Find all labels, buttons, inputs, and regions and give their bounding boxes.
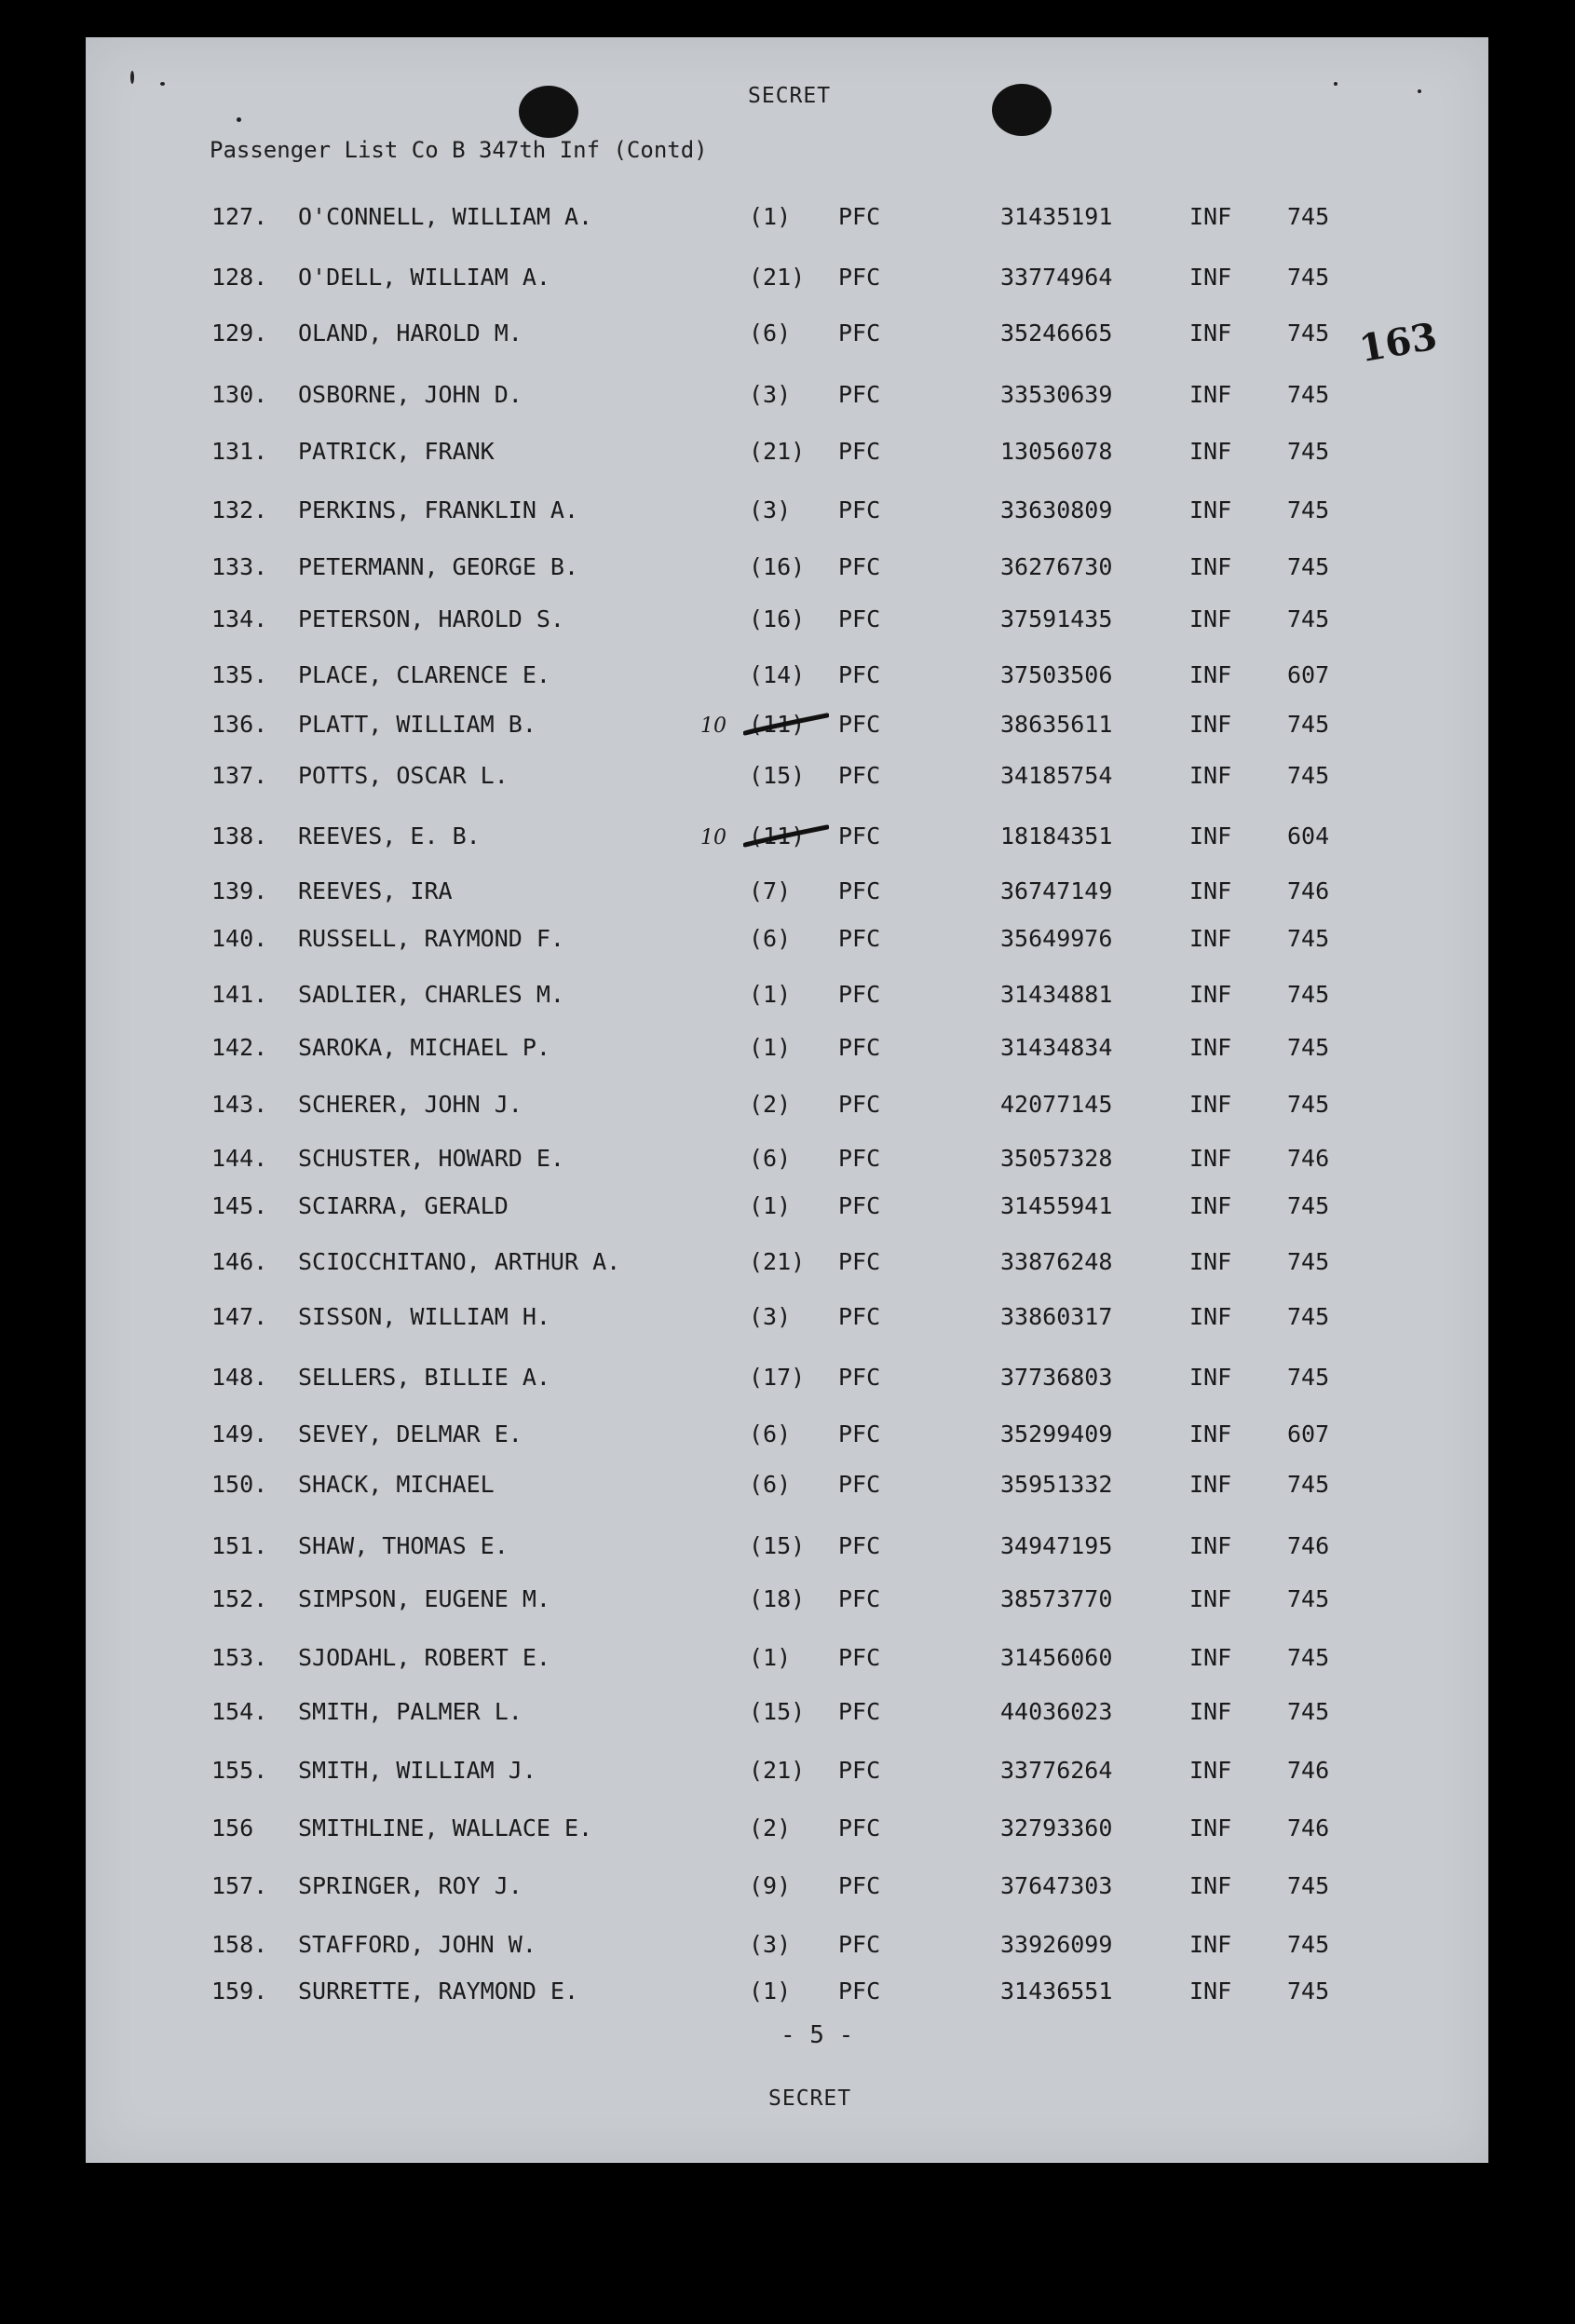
row-branch: INF	[1189, 203, 1232, 230]
row-branch: INF	[1189, 438, 1232, 465]
row-branch: INF	[1189, 1471, 1232, 1498]
row-serial: 36276730	[1000, 553, 1113, 580]
table-row	[86, 1872, 1488, 1904]
row-hand: 10	[700, 714, 726, 738]
row-branch: INF	[1189, 1977, 1232, 2005]
row-code: (6)	[749, 319, 792, 347]
header-classification: SECRET	[748, 84, 832, 108]
table-row	[86, 711, 1488, 742]
row-name: SHACK, MICHAEL	[298, 1471, 495, 1498]
row-rank: PFC	[838, 1420, 881, 1447]
row-code: (16)	[749, 605, 806, 632]
table-row	[86, 1303, 1488, 1335]
row-serial: 37591435	[1000, 605, 1113, 632]
row-name: OSBORNE, JOHN D.	[298, 381, 523, 408]
row-serial: 31434881	[1000, 981, 1113, 1008]
row-unit: 745	[1287, 319, 1330, 347]
row-rank: PFC	[838, 438, 881, 465]
row-branch: INF	[1189, 1814, 1232, 1842]
ink-speck	[237, 117, 241, 122]
row-rank: PFC	[838, 711, 881, 738]
row-serial: 31455941	[1000, 1192, 1113, 1219]
row-rank: PFC	[838, 1698, 881, 1725]
row-rank: PFC	[838, 319, 881, 347]
row-branch: INF	[1189, 1091, 1232, 1118]
row-rank: PFC	[838, 1814, 881, 1842]
row-number: 140.	[211, 925, 268, 952]
row-unit: 607	[1287, 661, 1330, 688]
row-name: SURRETTE, RAYMOND E.	[298, 1977, 579, 2005]
table-row	[86, 381, 1488, 413]
row-code: (11)	[749, 711, 806, 738]
row-rank: PFC	[838, 203, 881, 230]
row-code: (3)	[749, 1303, 792, 1330]
row-number: 134.	[211, 605, 268, 632]
stamped-page-number: 163	[1356, 314, 1441, 372]
row-name: PETERMANN, GEORGE B.	[298, 553, 579, 580]
row-serial: 35299409	[1000, 1420, 1113, 1447]
row-serial: 38635611	[1000, 711, 1113, 738]
row-rank: PFC	[838, 553, 881, 580]
row-branch: INF	[1189, 1420, 1232, 1447]
table-row	[86, 1644, 1488, 1676]
row-serial: 35057328	[1000, 1145, 1113, 1172]
row-rank: PFC	[838, 1034, 881, 1061]
row-number: 148.	[211, 1364, 268, 1391]
row-rank: PFC	[838, 1757, 881, 1784]
row-number: 158.	[211, 1931, 268, 1958]
row-number: 151.	[211, 1532, 268, 1559]
row-unit: 745	[1287, 605, 1330, 632]
row-rank: PFC	[838, 1303, 881, 1330]
row-code: (21)	[749, 1248, 806, 1275]
row-serial: 13056078	[1000, 438, 1113, 465]
row-rank: PFC	[838, 1248, 881, 1275]
row-code: (6)	[749, 1145, 792, 1172]
row-name: SMITH, PALMER L.	[298, 1698, 523, 1725]
row-number: 143.	[211, 1091, 268, 1118]
row-number: 145.	[211, 1192, 268, 1219]
row-branch: INF	[1189, 496, 1232, 523]
row-serial: 34947195	[1000, 1532, 1113, 1559]
row-unit: 745	[1287, 1471, 1330, 1498]
row-serial: 42077145	[1000, 1091, 1113, 1118]
row-code: (6)	[749, 1420, 792, 1447]
row-number: 150.	[211, 1471, 268, 1498]
row-unit: 745	[1287, 1091, 1330, 1118]
row-rank: PFC	[838, 661, 881, 688]
row-unit: 745	[1287, 1034, 1330, 1061]
table-row	[86, 1248, 1488, 1280]
row-branch: INF	[1189, 1698, 1232, 1725]
punch-hole-right	[992, 84, 1052, 136]
row-name: PERKINS, FRANKLIN A.	[298, 496, 579, 523]
row-name: SADLIER, CHARLES M.	[298, 981, 564, 1008]
row-branch: INF	[1189, 661, 1232, 688]
row-rank: PFC	[838, 1192, 881, 1219]
row-rank: PFC	[838, 1091, 881, 1118]
row-serial: 33774964	[1000, 264, 1113, 291]
row-branch: INF	[1189, 822, 1232, 849]
row-name: SISSON, WILLIAM H.	[298, 1303, 550, 1330]
row-unit: 745	[1287, 438, 1330, 465]
row-serial: 31436551	[1000, 1977, 1113, 2005]
row-code: (1)	[749, 1977, 792, 2005]
row-unit: 745	[1287, 1364, 1330, 1391]
table-row	[86, 1532, 1488, 1564]
row-name: SELLERS, BILLIE A.	[298, 1364, 550, 1391]
table-row	[86, 203, 1488, 235]
row-serial: 31435191	[1000, 203, 1113, 230]
row-number: 131.	[211, 438, 268, 465]
row-serial: 35649976	[1000, 925, 1113, 952]
row-code: (11)	[749, 822, 806, 849]
row-code: (21)	[749, 438, 806, 465]
row-branch: INF	[1189, 1931, 1232, 1958]
table-row	[86, 1364, 1488, 1395]
row-rank: PFC	[838, 1471, 881, 1498]
row-code: (21)	[749, 1757, 806, 1784]
ink-speck	[160, 82, 165, 86]
row-code: (1)	[749, 981, 792, 1008]
ink-speck	[1418, 89, 1421, 93]
table-row	[86, 1814, 1488, 1846]
row-branch: INF	[1189, 1532, 1232, 1559]
row-rank: PFC	[838, 822, 881, 849]
row-name: POTTS, OSCAR L.	[298, 762, 509, 789]
table-row	[86, 1145, 1488, 1176]
footer-classification: SECRET	[768, 2086, 852, 2111]
document-page	[86, 37, 1488, 2163]
punch-hole-left	[519, 86, 578, 138]
row-number: 144.	[211, 1145, 268, 1172]
row-rank: PFC	[838, 1532, 881, 1559]
row-number: 153.	[211, 1644, 268, 1671]
row-serial: 36747149	[1000, 877, 1113, 904]
row-number: 156	[211, 1814, 254, 1842]
row-number: 129.	[211, 319, 268, 347]
row-rank: PFC	[838, 1145, 881, 1172]
row-name: SJODAHL, ROBERT E.	[298, 1644, 550, 1671]
row-branch: INF	[1189, 925, 1232, 952]
row-branch: INF	[1189, 981, 1232, 1008]
row-unit: 745	[1287, 711, 1330, 738]
row-name: SHAW, THOMAS E.	[298, 1532, 509, 1559]
row-name: SCIOCCHITANO, ARTHUR A.	[298, 1248, 621, 1275]
row-unit: 746	[1287, 1814, 1330, 1842]
row-branch: INF	[1189, 264, 1232, 291]
row-branch: INF	[1189, 1303, 1232, 1330]
row-serial: 34185754	[1000, 762, 1113, 789]
row-unit: 745	[1287, 1192, 1330, 1219]
row-code: (15)	[749, 1532, 806, 1559]
row-branch: INF	[1189, 1872, 1232, 1899]
row-serial: 37736803	[1000, 1364, 1113, 1391]
table-row	[86, 605, 1488, 637]
row-serial: 33530639	[1000, 381, 1113, 408]
row-number: 142.	[211, 1034, 268, 1061]
row-serial: 35951332	[1000, 1471, 1113, 1498]
row-name: REEVES, IRA	[298, 877, 453, 904]
row-branch: INF	[1189, 1364, 1232, 1391]
row-code: (1)	[749, 1192, 792, 1219]
row-number: 139.	[211, 877, 268, 904]
table-row	[86, 1420, 1488, 1452]
row-unit: 604	[1287, 822, 1330, 849]
row-number: 155.	[211, 1757, 268, 1784]
row-unit: 745	[1287, 762, 1330, 789]
table-row	[86, 496, 1488, 528]
row-name: SPRINGER, ROY J.	[298, 1872, 523, 1899]
row-number: 127.	[211, 203, 268, 230]
row-branch: INF	[1189, 1644, 1232, 1671]
row-number: 138.	[211, 822, 268, 849]
table-row	[86, 553, 1488, 585]
row-number: 154.	[211, 1698, 268, 1725]
row-number: 146.	[211, 1248, 268, 1275]
row-unit: 745	[1287, 1303, 1330, 1330]
table-row	[86, 264, 1488, 295]
row-rank: PFC	[838, 877, 881, 904]
row-code: (21)	[749, 264, 806, 291]
row-number: 147.	[211, 1303, 268, 1330]
row-rank: PFC	[838, 1931, 881, 1958]
row-serial: 35246665	[1000, 319, 1113, 347]
row-code: (9)	[749, 1872, 792, 1899]
row-name: SMITH, WILLIAM J.	[298, 1757, 536, 1784]
row-code: (3)	[749, 1931, 792, 1958]
row-code: (2)	[749, 1814, 792, 1842]
row-branch: INF	[1189, 711, 1232, 738]
row-unit: 745	[1287, 381, 1330, 408]
row-branch: INF	[1189, 1145, 1232, 1172]
row-unit: 746	[1287, 877, 1330, 904]
row-rank: PFC	[838, 1585, 881, 1612]
row-rank: PFC	[838, 981, 881, 1008]
row-code: (1)	[749, 1644, 792, 1671]
row-branch: INF	[1189, 877, 1232, 904]
row-serial: 33876248	[1000, 1248, 1113, 1275]
row-number: 157.	[211, 1872, 268, 1899]
row-serial: 33776264	[1000, 1757, 1113, 1784]
row-code: (2)	[749, 1091, 792, 1118]
table-row	[86, 438, 1488, 469]
table-row	[86, 1977, 1488, 2009]
row-code: (15)	[749, 1698, 806, 1725]
row-serial: 31434834	[1000, 1034, 1113, 1061]
row-code: (1)	[749, 203, 792, 230]
row-unit: 745	[1287, 1248, 1330, 1275]
row-hand: 10	[700, 826, 726, 849]
row-unit: 607	[1287, 1420, 1330, 1447]
row-unit: 745	[1287, 1872, 1330, 1899]
row-unit: 745	[1287, 1931, 1330, 1958]
row-unit: 745	[1287, 1977, 1330, 2005]
row-name: SMITHLINE, WALLACE E.	[298, 1814, 593, 1842]
row-branch: INF	[1189, 605, 1232, 632]
table-row	[86, 925, 1488, 957]
row-rank: PFC	[838, 264, 881, 291]
row-branch: INF	[1189, 1248, 1232, 1275]
table-row	[86, 1698, 1488, 1730]
row-name: STAFFORD, JOHN W.	[298, 1931, 536, 1958]
row-branch: INF	[1189, 1585, 1232, 1612]
row-rank: PFC	[838, 605, 881, 632]
row-name: SIMPSON, EUGENE M.	[298, 1585, 550, 1612]
row-code: (6)	[749, 1471, 792, 1498]
row-branch: INF	[1189, 762, 1232, 789]
row-rank: PFC	[838, 1872, 881, 1899]
row-code: (6)	[749, 925, 792, 952]
row-serial: 18184351	[1000, 822, 1113, 849]
table-row	[86, 661, 1488, 693]
row-unit: 745	[1287, 264, 1330, 291]
row-number: 137.	[211, 762, 268, 789]
row-number: 152.	[211, 1585, 268, 1612]
row-number: 135.	[211, 661, 268, 688]
row-name: O'DELL, WILLIAM A.	[298, 264, 550, 291]
row-unit: 746	[1287, 1532, 1330, 1559]
table-row	[86, 1585, 1488, 1617]
row-rank: PFC	[838, 762, 881, 789]
row-rank: PFC	[838, 381, 881, 408]
page-number: - 5 -	[781, 2021, 854, 2049]
row-name: PLACE, CLARENCE E.	[298, 661, 550, 688]
row-code: (3)	[749, 496, 792, 523]
row-number: 133.	[211, 553, 268, 580]
row-number: 141.	[211, 981, 268, 1008]
row-code: (14)	[749, 661, 806, 688]
row-unit: 746	[1287, 1145, 1330, 1172]
ink-speck	[130, 71, 134, 84]
row-serial: 38573770	[1000, 1585, 1113, 1612]
row-code: (18)	[749, 1585, 806, 1612]
row-rank: PFC	[838, 925, 881, 952]
row-name: REEVES, E. B.	[298, 822, 481, 849]
row-code: (3)	[749, 381, 792, 408]
row-name: PLATT, WILLIAM B.	[298, 711, 536, 738]
row-number: 159.	[211, 1977, 268, 2005]
row-number: 128.	[211, 264, 268, 291]
row-rank: PFC	[838, 1977, 881, 2005]
row-name: PATRICK, FRANK	[298, 438, 495, 465]
row-branch: INF	[1189, 381, 1232, 408]
row-unit: 745	[1287, 1698, 1330, 1725]
row-name: O'CONNELL, WILLIAM A.	[298, 203, 593, 230]
row-rank: PFC	[838, 1364, 881, 1391]
row-unit: 745	[1287, 1644, 1330, 1671]
row-unit: 746	[1287, 1757, 1330, 1784]
row-code: (17)	[749, 1364, 806, 1391]
row-code: (7)	[749, 877, 792, 904]
row-rank: PFC	[838, 496, 881, 523]
row-name: RUSSELL, RAYMOND F.	[298, 925, 564, 952]
row-name: OLAND, HAROLD M.	[298, 319, 523, 347]
row-name: SCHUSTER, HOWARD E.	[298, 1145, 564, 1172]
table-row	[86, 981, 1488, 1013]
row-branch: INF	[1189, 1034, 1232, 1061]
row-name: SCHERER, JOHN J.	[298, 1091, 523, 1118]
table-row	[86, 762, 1488, 794]
row-serial: 33630809	[1000, 496, 1113, 523]
row-code: (16)	[749, 553, 806, 580]
row-serial: 44036023	[1000, 1698, 1113, 1725]
row-serial: 31456060	[1000, 1644, 1113, 1671]
table-row	[86, 1034, 1488, 1066]
row-number: 132.	[211, 496, 268, 523]
table-row	[86, 319, 1488, 351]
table-row	[86, 1931, 1488, 1963]
row-serial: 32793360	[1000, 1814, 1113, 1842]
row-serial: 37503506	[1000, 661, 1113, 688]
row-branch: INF	[1189, 1192, 1232, 1219]
table-row	[86, 877, 1488, 909]
row-name: PETERSON, HAROLD S.	[298, 605, 564, 632]
row-unit: 745	[1287, 925, 1330, 952]
list-title: Passenger List Co B 347th Inf (Contd)	[210, 137, 708, 163]
row-unit: 745	[1287, 981, 1330, 1008]
table-row	[86, 822, 1488, 854]
table-row	[86, 1757, 1488, 1788]
row-name: SAROKA, MICHAEL P.	[298, 1034, 550, 1061]
row-unit: 745	[1287, 203, 1330, 230]
row-number: 136.	[211, 711, 268, 738]
table-row	[86, 1091, 1488, 1122]
row-branch: INF	[1189, 319, 1232, 347]
row-name: SCIARRA, GERALD	[298, 1192, 509, 1219]
row-serial: 33926099	[1000, 1931, 1113, 1958]
row-serial: 37647303	[1000, 1872, 1113, 1899]
row-serial: 33860317	[1000, 1303, 1113, 1330]
ink-speck	[1334, 82, 1337, 86]
row-number: 149.	[211, 1420, 268, 1447]
row-unit: 745	[1287, 496, 1330, 523]
row-branch: INF	[1189, 553, 1232, 580]
row-rank: PFC	[838, 1644, 881, 1671]
table-row	[86, 1192, 1488, 1224]
row-code: (1)	[749, 1034, 792, 1061]
row-code: (15)	[749, 762, 806, 789]
row-name: SEVEY, DELMAR E.	[298, 1420, 523, 1447]
row-unit: 745	[1287, 553, 1330, 580]
table-row	[86, 1471, 1488, 1502]
row-number: 130.	[211, 381, 268, 408]
row-branch: INF	[1189, 1757, 1232, 1784]
row-unit: 745	[1287, 1585, 1330, 1612]
